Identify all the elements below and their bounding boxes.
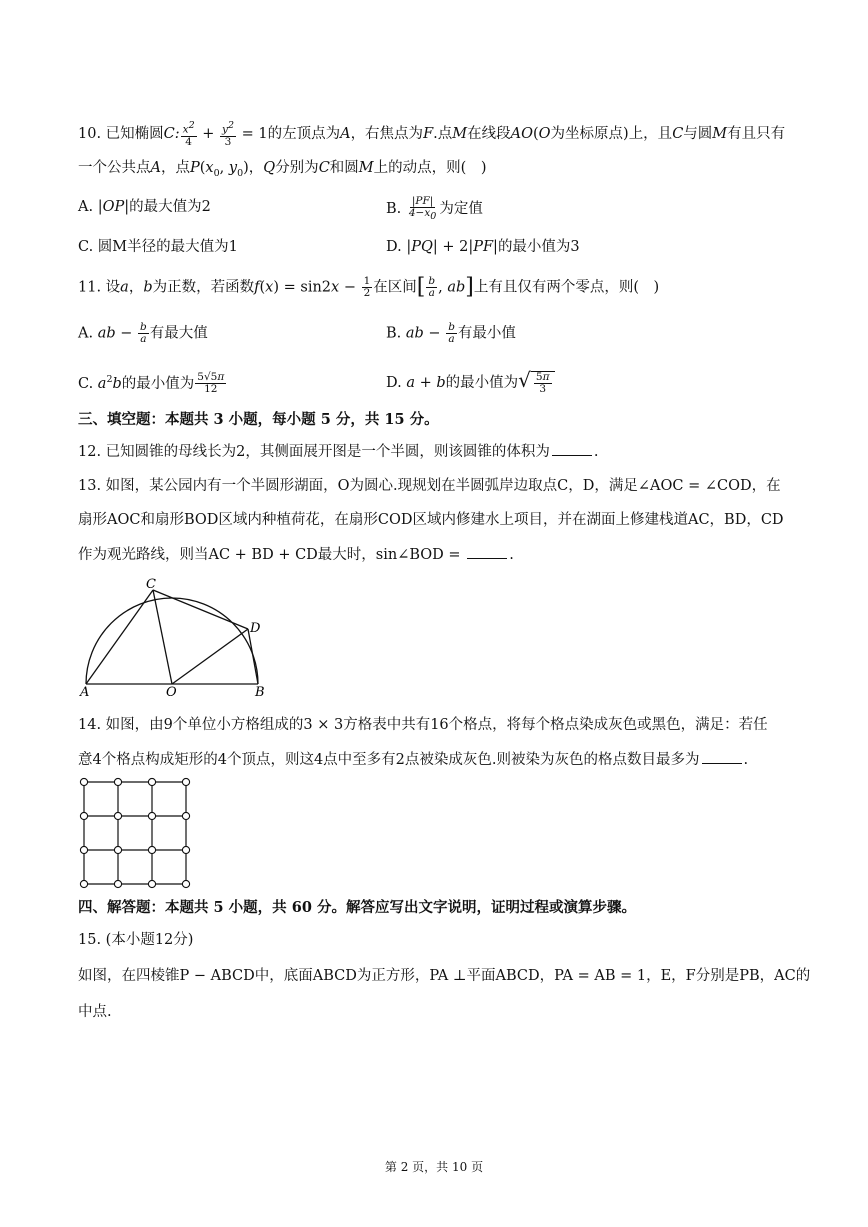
grid-point: [114, 812, 121, 819]
label-b: B: [255, 685, 265, 700]
q11-line1: 11. 设a，b为正数，若函数f(x) = sin2x − $\frac{1}{2}$ 在区间[ $\frac{b}{a}$ , ab]上有且仅有两个零点，则( ): [78, 274, 660, 300]
label-o: O: [166, 685, 177, 700]
segment-ac: [86, 590, 153, 684]
q10-text: 分别为: [275, 160, 319, 176]
q10-text: 与圆: [683, 125, 713, 142]
section4-title: 四、解答题：本题共 5 小题，共 60 分。解答应写出文字说明，证明过程或演算步骤。: [78, 899, 636, 916]
q13-end: .: [509, 547, 514, 563]
q10-text: 一个公共点: [78, 160, 151, 176]
q14-line2: [78, 750, 748, 770]
q11-text: 上有且仅有两个零点，则( ): [473, 279, 660, 296]
section3-title: 三、填空题：本题共 3 小题，每小题 5 分，共 15 分。: [78, 411, 439, 428]
option-text: 的最小值为: [121, 375, 195, 392]
q10-option-b: B. $\frac{|PF|}{4-x_0}$ 为定值: [386, 195, 483, 223]
q10-text: ，点: [160, 160, 190, 176]
label-a: A: [80, 685, 90, 700]
label-d: D: [250, 621, 261, 636]
q15-line1: 如图，在四棱锥P − ABCD中，底面ABCD为正方形，PA ⊥平面ABCD，PA = AB = 1，E，F分别是PB，AC的: [78, 968, 811, 984]
grid-point: [80, 846, 87, 853]
q10-line2: 一个公共点A，点$P(x_0$, $y_0$)，Q分别为C和圆M上的动点，则( ): [78, 160, 487, 179]
q11-text: 在区间: [373, 279, 417, 296]
q11-text: 设: [105, 279, 121, 296]
option-text: 的最大值为2: [129, 199, 211, 215]
q15-line2: 中点.: [78, 1004, 112, 1020]
option-text: 的最小值为: [445, 375, 519, 391]
q10-text: 已知椭圆: [105, 125, 164, 142]
grid-point: [148, 812, 155, 819]
option-label: C.: [78, 375, 94, 392]
grid-point: [114, 880, 121, 887]
q13-line3: [78, 545, 514, 565]
q14-text: 意4个格点构成矩形的4个顶点，则这4点中至多有2点被染成灰色.则被染为灰色的格点数目最多为: [78, 752, 700, 768]
q10-text: 上，且: [628, 125, 673, 142]
q15-header: 15. (本小题12分): [78, 932, 194, 948]
q10-text: 和圆: [329, 160, 359, 176]
grid-point: [114, 778, 121, 785]
q11-option-b: B. ab − $\frac{b}{a}$ 有最小值: [386, 321, 516, 345]
q10-text: 为坐标原点: [550, 125, 624, 142]
q10-option-c: [78, 236, 238, 258]
grid-figure: [78, 776, 194, 892]
q10-text: 的左顶点为: [267, 125, 341, 142]
q11-option-d: D. a + b的最小值为√ $\frac{5\pi}{3}$: [386, 369, 555, 395]
page-footer: 第 2 页，共 10 页: [384, 1160, 484, 1174]
q10-number: 10.: [78, 125, 102, 142]
option-label: B.: [386, 201, 402, 218]
option-label: D.: [386, 239, 402, 255]
q10-text: ，: [248, 160, 264, 176]
q12-line: [78, 442, 599, 462]
option-text: 有最大值: [149, 325, 208, 342]
option-label: B.: [386, 325, 402, 342]
grid-point: [114, 846, 121, 853]
option-label: A.: [78, 325, 94, 342]
grid-point: [80, 812, 87, 819]
q13-text: 作为观光路线，则当AC + BD + CD最大时，sin∠BOD =: [78, 547, 466, 563]
answer-blank: [552, 454, 592, 456]
option-text: 为定值: [439, 201, 483, 218]
grid-point: [80, 880, 87, 887]
option-label: A.: [78, 199, 94, 215]
option-text: 有最小值: [457, 325, 516, 342]
option-text: 的最小值为3: [497, 239, 580, 255]
q11-number: 11.: [78, 279, 102, 296]
q11-option-c: C. $a^2b$的最小值为 $\frac{5√5\pi}{12}$: [78, 371, 225, 396]
grid-point: [148, 778, 155, 785]
q10-line1: 10. 已知椭圆C: $\frac{x^2}{4}$ + $\frac{y^2}{3}$ = 1的左顶点为A，右焦点为F.点M在线段AO(O为坐标原点)上，且C与圆M有且只有: [78, 120, 786, 148]
q10-text: 有且只有: [727, 125, 786, 142]
q11-text: 为正数，若函数: [152, 279, 255, 296]
answer-blank: [467, 557, 507, 559]
label-c: C: [146, 578, 156, 592]
grid-point: [148, 846, 155, 853]
option-label: D.: [386, 375, 402, 391]
q10-text: 在线段: [467, 125, 511, 142]
grid-point: [182, 778, 189, 785]
q10-text: 上的动点，则( ): [373, 160, 487, 176]
q11-option-a: A. ab − $\frac{b}{a}$ 有最大值: [78, 321, 208, 345]
q14-line1: 14. 如图，由9个单位小方格组成的3 × 3方格表中共有16个格点，将每个格点染成灰色或黑色，满足：若任: [78, 717, 768, 733]
q14-end: .: [743, 752, 749, 768]
grid-point: [182, 812, 189, 819]
segment-cd: [153, 590, 248, 629]
grid-point: [148, 880, 155, 887]
segment-db: [248, 629, 258, 684]
semicircle-figure: [70, 578, 280, 700]
grid-point: [182, 846, 189, 853]
q10-text: ，右焦点为: [350, 125, 424, 142]
answer-blank: [702, 762, 742, 764]
grid-point: [80, 778, 87, 785]
option-text: 圆M半径的最大值为1: [97, 239, 238, 255]
q12-end: .: [593, 444, 599, 460]
q10-text: .点: [433, 125, 453, 142]
grid-point: [182, 880, 189, 887]
q13-line2: 扇形AOC和扇形BOD区域内种植荷花，在扇形COD区域内修建水上项目，并在湖面上修建栈道AC，BD，CD: [78, 512, 784, 528]
segment-oc: [153, 590, 172, 684]
q10-option-a: A. |OP|的最大值为2: [78, 199, 211, 215]
option-label: C.: [78, 239, 94, 255]
ellipse-equation: C: $\frac{x^2}{4}$ + $\frac{y^2}{3}$ = 1: [163, 120, 268, 148]
q13-line1: 13. 如图，某公园内有一个半圆形湖面，O为圆心.现规划在半圆弧岸边取点C，D，满足∠AOC = ∠COD，在: [78, 478, 781, 494]
q11-text: ，: [128, 279, 144, 296]
q10-option-d: D. |PQ| + 2|PF|的最小值为3: [386, 239, 580, 255]
q12-text: 12. 已知圆锥的母线长为2，其侧面展开图是一个半圆，则该圆锥的体积为: [78, 444, 550, 460]
segment-od: [172, 629, 248, 684]
